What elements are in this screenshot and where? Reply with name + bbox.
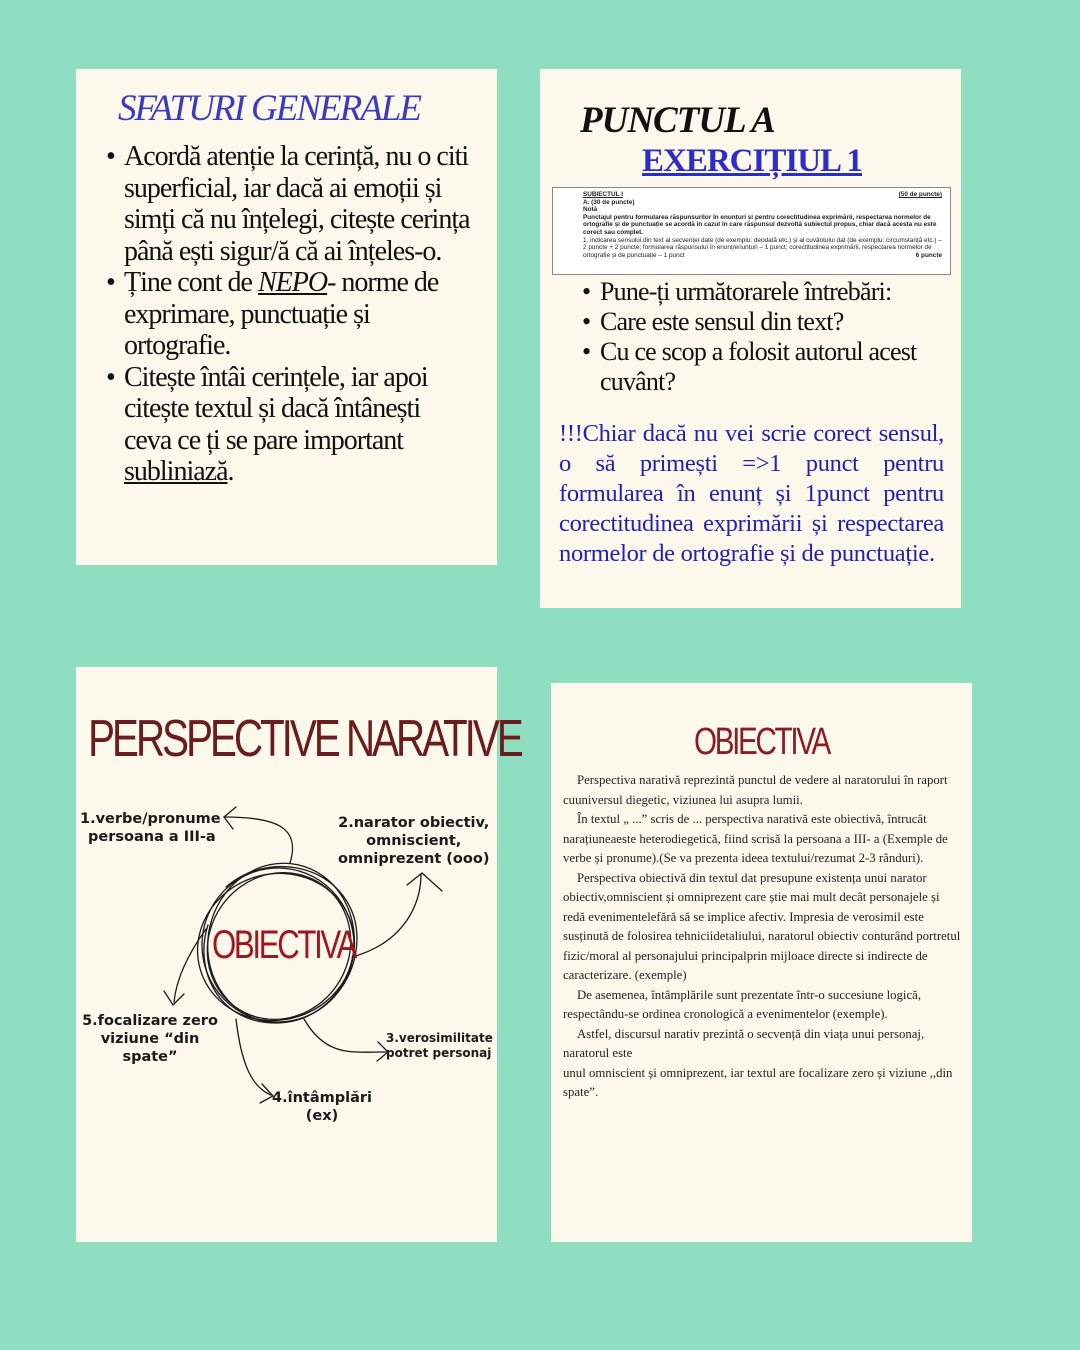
label-narrator (338, 814, 489, 868)
center-label-obiectiva: OBIECTIVA (212, 923, 356, 967)
arrow-5-curve (174, 929, 206, 1002)
exam-part-a: A. (30 de puncte) (583, 198, 635, 206)
exam-excerpt-image (552, 187, 951, 275)
arrow-3-curve (304, 1019, 386, 1052)
label-events-line-1: 4.întâmplări (272, 1090, 372, 1106)
exam-line-2: 1. indicarea sensului din text al secvenței date (de exemplu: deodată etc.) și al cuvântului dat (de exemplu: circumstanță etc.) – 2 puncte + 2 puncte; formularea răspunsului în enunț/enunțuri – 1 punct; corectitudinea exprimării, respectarea normelor de ortografie și de punctuație – 1 punct (583, 236, 942, 259)
question-item-2: • Care este sensul din text? (582, 307, 952, 337)
objective-title-text: OBIECTIVA (694, 721, 829, 763)
exam-score: 6 puncte (915, 252, 942, 260)
objective-paragraph-5b: unul omniscient și omniprezent, iar textul are focalizare zero și viziune ,,din spate”. (563, 1065, 953, 1099)
point-a-title: PUNCTUL A (580, 100, 775, 141)
card-objective (551, 683, 972, 1242)
tip-item-2 (106, 267, 471, 362)
label-events-line-2: (ex) (305, 1108, 339, 1124)
tip-item-3 (106, 362, 471, 488)
exam-subject: SUBIECTUL I (583, 191, 624, 198)
card-point-a (540, 69, 961, 608)
label-verbs-line-1: 1.verbe/pronume (80, 811, 221, 827)
label-verbs (80, 810, 221, 846)
label-narrator-line-2: omniscient, (366, 833, 462, 849)
label-events (272, 1089, 372, 1125)
tip-item-1: • Acordă atenție la cerință, nu o citi superficial, iar dacă ai emoții și simți că nu înțelegi, citește cerința până ești sigur/ă că ai înțeles-o. (106, 141, 471, 267)
exam-points: (50 de puncte) (898, 191, 942, 198)
objective-paragraph-2: În textul „ ...” scris de ... perspectiva narativă este obiectivă, întrucât narațiuneaeste heterodiegetică, fiind scrisă la persoana a III- a (Exemple de verbe și pronume).(Se va prezenta ideea textului/rezumat 2-3 rânduri). (563, 812, 948, 865)
exam-line-1: Punctajul pentru formularea răspunsurilor în enunțuri și pentru corectitudinea exprimării, respectarea normelor de ortografie și de punctuație se acordă în cazul în care răspunsul dezvoltă subiectul propus, chiar dacă acesta nu este corect sau complet. (583, 213, 937, 236)
label-focalization-line-3: spate” (122, 1049, 178, 1065)
label-focalization (80, 1012, 220, 1066)
question-item-1: • Pune-ți următorarele întrebări: (582, 277, 952, 307)
label-verisimilitude (386, 1031, 493, 1061)
exercise-1-title: EXERCIȚIUL 1 (642, 143, 862, 179)
label-focalization-line-1: 5.focalizare zero (82, 1013, 218, 1029)
tip-3-underlined: subliniază (124, 456, 228, 487)
label-focalization-line-2: viziune “din (100, 1031, 200, 1047)
objective-paragraph-4: De asemenea, întâmplările sunt prezentate într-o succesiune logică, respectându-se ordinea cronologică a evenimentelor (exemple). (563, 987, 922, 1021)
arrow-2-curve (352, 875, 421, 957)
scoring-note: !!!Chiar dacă nu vei scrie corect sensul, o să primești =>1 punct pentru formularea în enunț și 1punct pentru corectitudinea exprimării și respectarea normelor de ortografie și de punctuație. (559, 420, 944, 567)
questions-list (582, 277, 952, 397)
objective-title (551, 721, 972, 764)
label-narrator-line-1: 2.narator obiectiv, (338, 815, 490, 831)
objective-paragraph-5a: Astfel, discursul narativ prezintă o secvență din viața unui personaj, naratorul este (563, 1026, 925, 1060)
general-tips-list (106, 141, 471, 488)
objective-paragraph-3: Perspectiva obiectivă din textul dat presupune existența unui narator obiectiv,omniscient și omniprezent care știe mai mult decât personajele și redă evenimentelefără să se implice afectiv. Impresia de verosimil este susținută de folosirea tehniciidetaliului, naratorul obiectiv conturând portretul fizic/moral al personajului principalprin mijloace directe si indirecte de caracterizare. (exemple) (563, 870, 961, 982)
objective-body (563, 771, 963, 1103)
label-verbs-line-2: persoana a III-a (88, 829, 216, 845)
narrative-perspectives-title: PERSPECTIVE NARATIVE (88, 710, 521, 768)
card-general-tips (76, 69, 497, 565)
tip-2-nepo: NEPO (257, 267, 328, 298)
tip-2-text-end: - norme de exprimare, punctuație și ortografie. (124, 267, 439, 361)
arrow-4-curve (236, 1019, 271, 1095)
label-narrator-line-3: omniprezent (ooo) (338, 851, 490, 867)
arrow-1-curve (224, 817, 293, 863)
tip-2-text-start: Ține cont de (124, 267, 258, 298)
label-verisimilitude-line-1: 3.verosimilitate (386, 1031, 493, 1045)
arrow-2-head (407, 873, 442, 891)
label-verisimilitude-line-2: potret personaj (386, 1046, 492, 1060)
question-item-3: • Cu ce scop a folosit autorul acest cuvânt? (582, 337, 952, 397)
general-tips-title: SFATURI GENERALE (118, 88, 421, 129)
objective-paragraph-1: Perspectiva narativă reprezintă punctul de vedere al naratorului în raport cuuniversul diegetic, viziunea lui asupra lumii. (563, 773, 948, 807)
arrow-1-head (224, 807, 236, 829)
card-narrative-perspectives (76, 667, 521, 1242)
exam-nota: Notă (583, 206, 598, 214)
tip-3-text-start: Citește întâi cerințele, iar apoi citește textul și dacă întânești ceva ce ți se pare important (124, 361, 428, 456)
tip-3-text-end: . (227, 456, 234, 487)
